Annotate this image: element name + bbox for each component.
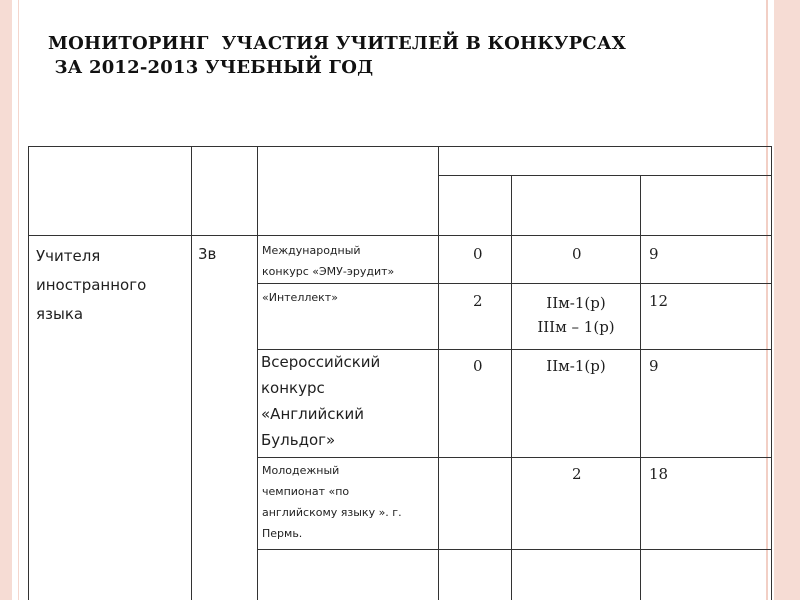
monitoring-table: [28, 146, 772, 600]
col-line: [640, 175, 641, 600]
left-border-band: [0, 0, 12, 600]
title-line-2: ЗА 2012-2013 УЧЕБНЫЙ ГОД: [48, 57, 374, 78]
row-line: [28, 146, 772, 147]
row-line: [438, 175, 772, 176]
count-cell: 0: [473, 357, 483, 375]
total-cell: 9: [649, 245, 659, 263]
slide-title: [48, 32, 626, 80]
count-cell: 2: [473, 292, 483, 310]
result-cell: 2: [572, 465, 582, 483]
subject-cell: Учителя иностранного языка: [36, 247, 147, 323]
col-line: [438, 146, 439, 600]
contest-cell: Международный конкурс «ЭМУ-эрудит»: [262, 244, 395, 278]
left-border-line: [18, 0, 19, 600]
contest-cell: Всероссийский конкурс «Английский Бульдог»: [261, 353, 381, 449]
total-cell: 18: [649, 465, 669, 483]
result-cell: IIм-1(р) IIIм – 1(р): [537, 294, 615, 336]
count-cell: 0: [473, 245, 483, 263]
row-line: [257, 457, 772, 458]
contest-cell: Молодежный чемпионат «по английскому языку ». г. Пермь.: [262, 464, 402, 540]
right-border-band: [774, 0, 800, 600]
row-line: [28, 235, 772, 236]
total-cell: 12: [649, 292, 669, 310]
col-line: [771, 146, 772, 600]
row-line: [257, 283, 772, 284]
col-line: [28, 146, 29, 600]
row-line: [257, 549, 772, 550]
col-line: [511, 175, 512, 600]
contest-cell: «Интеллект»: [262, 291, 338, 304]
grade-cell: 3в: [198, 245, 217, 263]
result-cell: 0: [572, 245, 582, 263]
col-line: [191, 146, 192, 600]
total-cell: 9: [649, 357, 659, 375]
col-line: [257, 146, 258, 600]
result-cell: IIм-1(р): [546, 357, 606, 375]
title-line-1: МОНИТОРИНГ УЧАСТИЯ УЧИТЕЛЕЙ В КОНКУРСАХ: [48, 33, 626, 54]
